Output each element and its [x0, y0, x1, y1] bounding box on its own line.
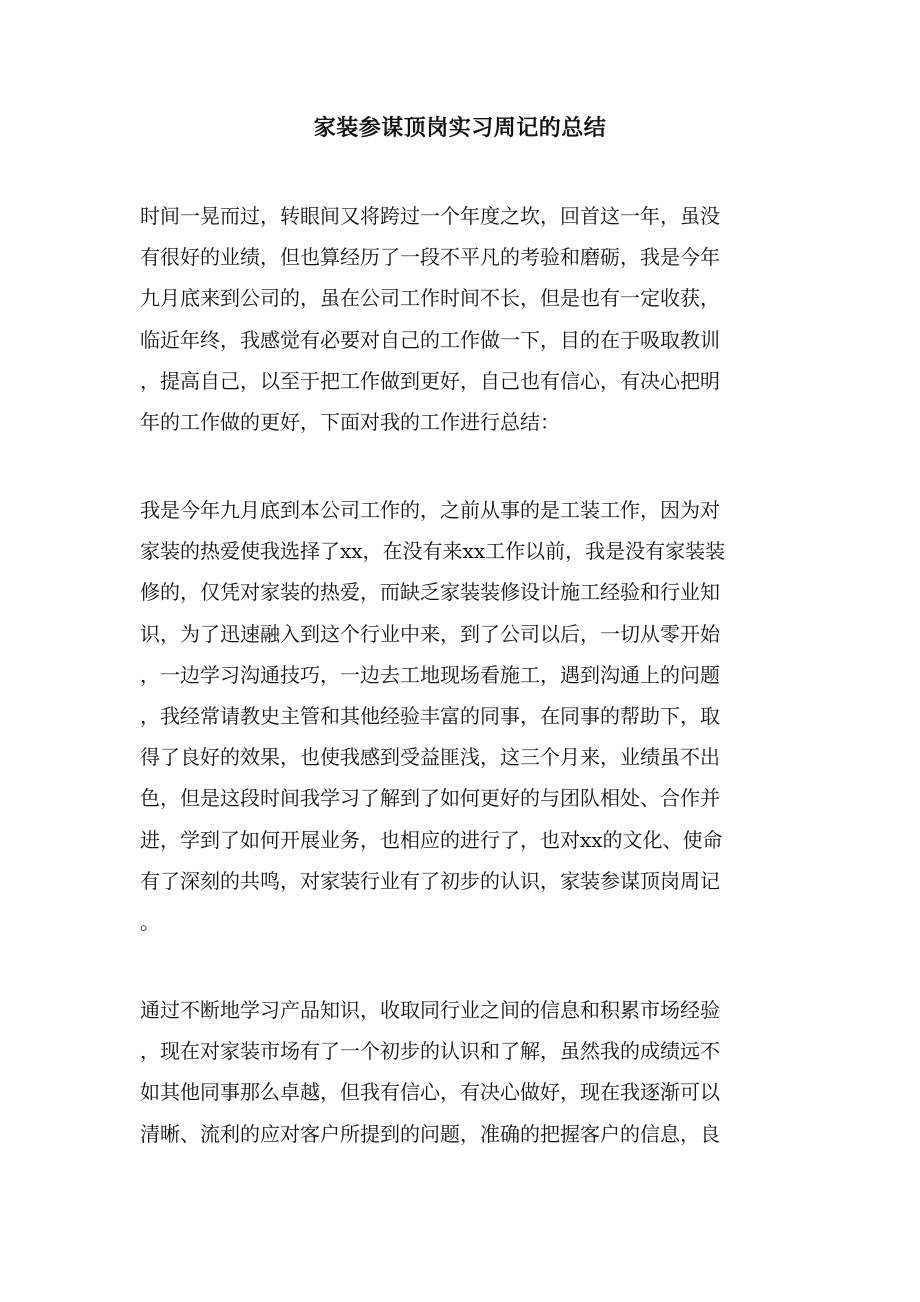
paragraph-line: 有很好的业绩，但也算经历了一段不平凡的考验和磨砺，我是今年	[140, 245, 720, 270]
paragraph-line: 临近年终，我感觉有必要对自己的工作做一下，目的在于吸取教训	[140, 327, 720, 352]
paragraph-line: ，一边学习沟通技巧，一边去工地现场看施工，遇到沟通上的问题	[140, 662, 720, 687]
paragraph-line: ，现在对家装市场有了一个初步的认识和了解，虽然我的成绩远不	[140, 1039, 720, 1064]
paragraph-line: 有了深刻的共鸣，对家装行业有了初步的认识，家装参谋顶岗周记	[140, 868, 720, 893]
paragraph-line: 如其他同事那么卓越，但我有信心，有决心做好，现在我逐渐可以	[140, 1080, 720, 1105]
document-title: 家装参谋顶岗实习周记的总结	[313, 115, 607, 141]
paragraph-line: 九月底来到公司的，虽在公司工作时间不长，但是也有一定收获，	[140, 286, 720, 311]
paragraph-2	[140, 490, 780, 943]
paragraph-line: 时间一晃而过，转眼间又将跨过一个年度之坎，回首这一年，虽没	[140, 204, 720, 228]
paragraph-1	[140, 196, 780, 443]
paragraph-line: 家装的热爱使我选择了xx，在没有来xx工作以前，我是没有家装装	[140, 539, 726, 564]
paragraph-line: 清晰、流利的应对客户所提到的问题，准确的把握客户的信息，良	[140, 1121, 720, 1146]
paragraph-line: 得了良好的效果，也使我感到受益匪浅，这三个月来，业绩虽不出	[140, 745, 720, 770]
paragraph-line: 我是今年九月底到本公司工作的，之前从事的是工装工作，因为对	[140, 498, 720, 522]
paragraph-line: 年的工作做的更好，下面对我的工作进行总结：	[140, 409, 560, 434]
paragraph-line: ，提高自己，以至于把工作做到更好，自己也有信心，有决心把明	[140, 368, 720, 393]
paragraph-line: 。	[140, 909, 160, 934]
paragraph-line: 色，但是这段时间我学习了解到了如何更好的与团队相处、合作并	[140, 786, 720, 811]
paragraph-line: ，我经常请教史主管和其他经验丰富的同事，在同事的帮助下，取	[140, 703, 720, 728]
paragraph-line: 通过不断地学习产品知识，收取同行业之间的信息和积累市场经验	[140, 998, 720, 1022]
paragraph-line: 进，学到了如何开展业务，也相应的进行了，也对xx的文化、使命	[140, 827, 723, 852]
paragraph-3	[140, 990, 780, 1155]
paragraph-line: 修的，仅凭对家装的热爱，而缺乏家装装修设计施工经验和行业知	[140, 580, 720, 605]
paragraph-line: 识，为了迅速融入到这个行业中来，到了公司以后，一切从零开始	[140, 621, 720, 646]
